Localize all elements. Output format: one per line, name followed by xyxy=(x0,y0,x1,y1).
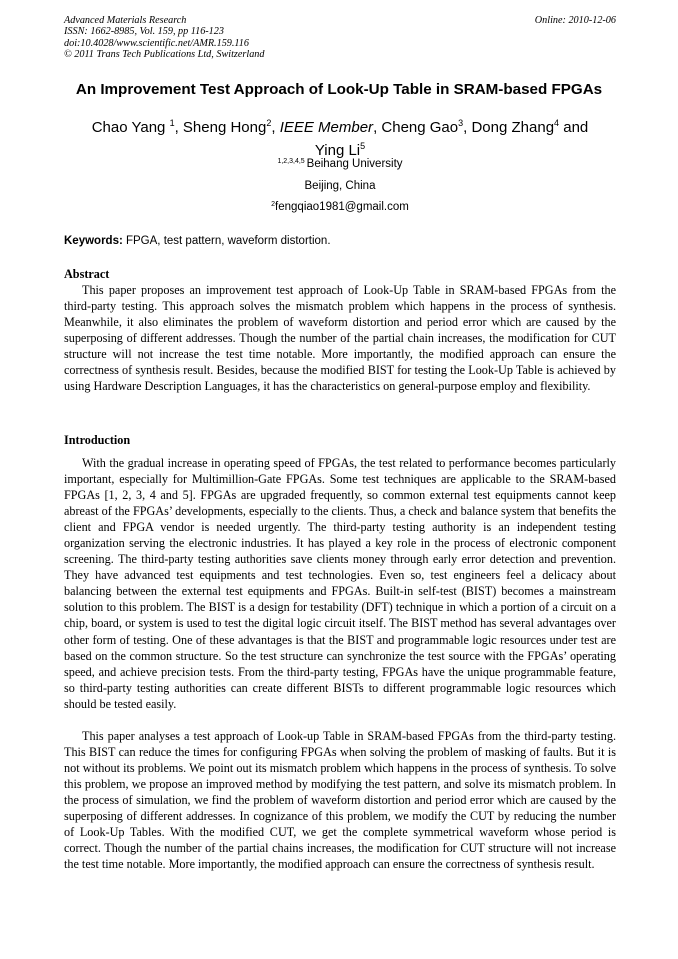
keywords-label: Keywords: xyxy=(64,235,123,247)
affiliation-university xyxy=(64,158,616,170)
journal-header xyxy=(64,15,616,61)
author-member-title: IEEE Member xyxy=(279,119,374,136)
abstract-heading: Abstract xyxy=(64,267,110,281)
journal-copyright: © 2011 Trans Tech Publications Ltd, Switzerland xyxy=(64,49,265,61)
affiliation-city: Beijing, China xyxy=(304,180,376,192)
author-superscript: 4 xyxy=(554,118,560,128)
introduction-paragraph-1: With the gradual increase in operating speed of FPGAs, the test related to performance becomes particularly important, especially for Multimillion-Gate FPGAs. Some test techniques are applicable to the SRAM-based FPGAs [1, 2, 3, 4 and 5]. FPGAs are upgraded frequently, so common external test equipments cannot keep abreast of the FPGAs’ developments, especially to the clients. Thus, a check and balance system that benefits the client and FPGA vendor is needed urgently. The third-party testing authority is an independent testing organization serving the electronic industries. It has played a key role in the process of electronic component screening. The third-party testing authorities save clients money through early error detection and prevention. They have advanced test equipments and test technologies. Even so, test engineers feel a delicacy about balancing between the external test equipments and FPGAs. Built-in self-test (BIST) becomes a mainstream solution to this problem. The BIST is a design for testability (DFT) technique in which a portion of a circuit on a chip, board, or system is used to test the digital logic circuit itself. The BIST method has several advantages over other form of testing. One of these advantages is that the BIST and programmable logic resources under test are based on the common structure. So the test structure can synchronize the test source with the FPGAs’ operating speed, and achieve precision tests. From the third-party testing, FPGAs have the unique programmable feature, so third-party testing authorities can create different BISTs to different programmable logic resources which should be tested easily. xyxy=(64,456,616,711)
author-superscript: 2 xyxy=(266,118,272,128)
keywords xyxy=(64,235,616,247)
affiliation-superscript: 1,2,3,4,5 xyxy=(277,158,307,165)
journal-doi: doi:10.4028/www.scientific.net/AMR.159.116 xyxy=(64,37,249,49)
online-date: Online: 2010-12-06 xyxy=(534,15,616,26)
university-name: Beihang University xyxy=(306,158,403,170)
affiliation-email xyxy=(64,201,616,213)
author-superscript: 5 xyxy=(360,141,366,151)
author-name: , Sheng Hong xyxy=(174,119,267,136)
author-list xyxy=(64,114,616,160)
email-superscript: 2 xyxy=(271,201,276,208)
author-name: , Cheng Gao xyxy=(373,119,459,136)
keywords-text: FPGA, test pattern, waveform distortion. xyxy=(122,235,331,247)
author-separator: , xyxy=(271,119,280,136)
author-superscript: 3 xyxy=(458,118,464,128)
author-superscript: 1 xyxy=(169,118,175,128)
journal-issn: ISSN: 1662-8985, Vol. 159, pp 116-123 xyxy=(64,26,224,38)
journal-name: Advanced Materials Research xyxy=(64,15,187,26)
email-address: fengqiao1981@gmail.com xyxy=(275,201,409,213)
author-name: , Dong Zhang xyxy=(463,119,555,136)
introduction-paragraph-2: This paper analyses a test approach of Look-up Table in SRAM-based FPGAs from the third-party testing. This BIST can reduce the times for configuring FPGAs when solving the problem of masking of faults. But it is not without its problems. We point out its mismatch problem which happens in the process of synthesis. To solve this problem, we propose an improved method by modifying the test pattern, and solve its mismatch problem. In the process of simulation, we find the problem of waveform distortion and period error which are caused by the superposing of different addresses. In cognizance of this problem, we modify the CUT by reducing the number of Look-Up Tables. With the modified CUT, we get the complete symmetrical waveform whose period is correct. Though the number of the partial chains increases, the modification for CUT structure will not increase the test time notable. More importantly, the modified approach can ensure the correctness of synthesis result. xyxy=(64,729,616,872)
paper-title: An Improvement Test Approach of Look-Up Table in SRAM-based FPGAs xyxy=(75,81,603,98)
author-name: Ying Li xyxy=(314,142,361,159)
abstract-text: This paper proposes an improvement test approach of Look-Up Table in SRAM-based FPGAs from the third-party testing. This approach solves the mismatch problem which happens in the process of synthesis. Meanwhile, it also eliminates the problem of waveform distortion and period error which are caused by the superposing of different addresses. Though the number of the partial chain increases, the modification for CUT structure will not increase the test time notable. More importantly, the modified approach can ensure the correctness of synthesis result. Besides, because the modified BIST for testing the Look-Up Table is achieved by using Hardware Description Languages, it has the characteristics on general-purpose employ and flexibility. xyxy=(64,283,616,394)
introduction-heading: Introduction xyxy=(64,433,131,447)
author-conjunction: and xyxy=(559,119,589,136)
author-name: Chao Yang xyxy=(91,119,170,136)
